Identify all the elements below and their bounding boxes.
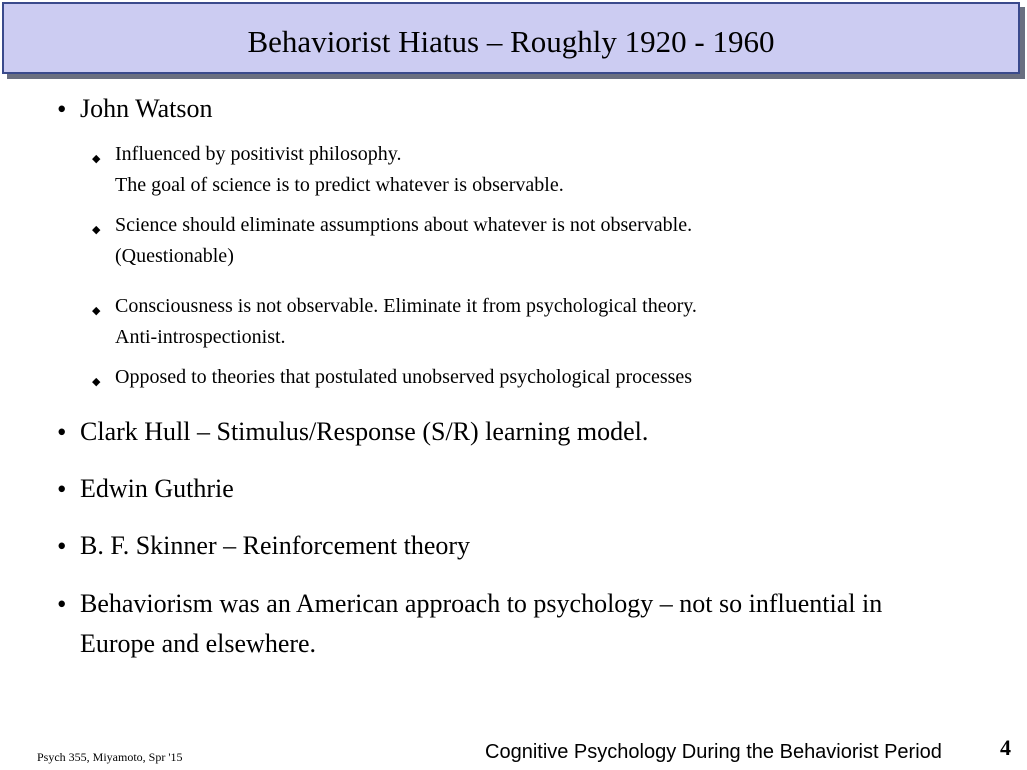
sub-bullet-marker: ◆ bbox=[92, 376, 101, 388]
sub-bullet-marker: ◆ bbox=[92, 224, 101, 236]
footer-course: Psych 355, Miyamoto, Spr '15 bbox=[37, 750, 183, 764]
bullet-marker: • bbox=[57, 94, 67, 124]
sub-bullet-marker: ◆ bbox=[92, 305, 101, 317]
slide-title: Behaviorist Hiatus – Roughly 1920 - 1960 bbox=[247, 24, 775, 59]
sub-item-line: Anti-introspectionist. bbox=[115, 326, 286, 348]
sub-item-line: Influenced by positivist philosophy. bbox=[115, 143, 402, 165]
page-number: 4 bbox=[1000, 735, 1011, 760]
bullet-marker: • bbox=[57, 531, 67, 561]
footer-lecture-title: Cognitive Psychology During the Behaviorist Period bbox=[485, 741, 942, 763]
bullet-marker: • bbox=[57, 417, 67, 447]
bullet-item-behaviorism: Behaviorism was an American approach to psychology – not so influential in Europe and elsewhere. bbox=[80, 589, 883, 658]
bullet-item-clark-hull: Clark Hull – Stimulus/Response (S/R) learning model. bbox=[80, 417, 649, 446]
sub-item-line: Science should eliminate assumptions about whatever is not observable. bbox=[115, 214, 693, 236]
bullet-item-edwin-guthrie: Edwin Guthrie bbox=[80, 474, 234, 503]
bullet-marker: • bbox=[57, 474, 67, 504]
sub-item-line: (Questionable) bbox=[115, 245, 234, 267]
bullet-item-john-watson: John Watson bbox=[80, 94, 213, 123]
sub-item-line: Opposed to theories that postulated unobserved psychological processes bbox=[115, 366, 693, 388]
sub-item-line: The goal of science is to predict whatever is observable. bbox=[115, 174, 564, 196]
sub-item-line: Consciousness is not observable. Eliminate it from psychological theory. bbox=[115, 295, 697, 317]
sub-bullet-marker: ◆ bbox=[92, 153, 101, 165]
bullet-marker: • bbox=[57, 589, 67, 619]
bullet-item-skinner: B. F. Skinner – Reinforcement theory bbox=[80, 531, 471, 560]
